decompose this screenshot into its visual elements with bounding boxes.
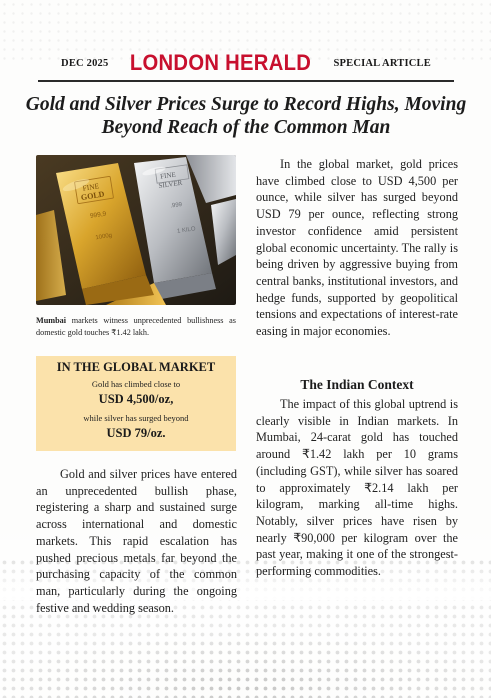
gold-value: USD 4,500/oz, — [98, 392, 174, 406]
indian-context-paragraph: The impact of this global uptrend is clearly visible in Indian markets. In Mumbai, 24-carat gold has touched around ₹1.42 lakh per 10 grams (including GST), while silver has soared to approximately ₹2.14 lakh per kilogram, marking all-time highs. Notably, silver prices have risen by nearly ₹90,000 per kilogram over the past year, making it one of the strongest-performing commodities. — [256, 397, 458, 579]
svg-text:FINE: FINE — [159, 170, 177, 181]
gold-silver-bars-photo — [36, 155, 236, 305]
silver-value: USD 79/oz. — [106, 426, 166, 440]
caption-text: markets witness unprecedented bullishness as domestic gold touches ₹1.42 lakh. — [36, 316, 236, 337]
photo-caption — [36, 315, 236, 338]
svg-text:FINE: FINE — [81, 181, 100, 193]
newspaper-title: LONDON HERALD — [130, 50, 312, 75]
masthead — [40, 48, 452, 78]
headline: Gold and Silver Prices Surge to Record Highs, Moving Beyond Reach of the Common Man — [25, 94, 467, 138]
svg-text:999,9: 999,9 — [89, 210, 107, 220]
svg-text:.999: .999 — [170, 201, 183, 210]
svg-text:1 KILO: 1 KILO — [176, 226, 197, 235]
gold-label: Gold has climbed close to — [91, 379, 181, 389]
masthead-rule — [38, 80, 454, 82]
svg-text:1000g: 1000g — [95, 232, 113, 242]
caption-location: Mumbai — [36, 316, 67, 325]
svg-text:GOLD: GOLD — [80, 189, 106, 203]
intro-paragraph: Gold and silver prices have entered an unprecedented bullish phase, registering a sharp and sustained surge across international and domestic markets. This rapid escalation has pushed precious metals far beyond the purchasing capacity of the common man, particularly during the ongoing festive and wedding season. — [36, 467, 237, 615]
issue-date: DEC 2025 — [61, 57, 109, 69]
indian-context-heading: The Indian Context — [300, 377, 414, 392]
svg-text:SILVER: SILVER — [157, 178, 183, 190]
section-label: SPECIAL ARTICLE — [333, 57, 431, 69]
global-market-heading: IN THE GLOBAL MARKET — [56, 360, 216, 374]
silver-label: while silver has surged beyond — [83, 413, 189, 423]
global-paragraph: In the global market, gold prices have climbed close to USD 4,500 per ounce, while silver has surged beyond USD 79 per ounce, reflecting strong investor confidence amid persistent global economic uncertainty. The rally is being driven by aggressive buying from central banks, institutional investors, and hedge funds, supported by geopolitical tensions and expectations of interest-rate easing in major economies. — [256, 157, 458, 339]
global-market-box — [36, 356, 236, 451]
